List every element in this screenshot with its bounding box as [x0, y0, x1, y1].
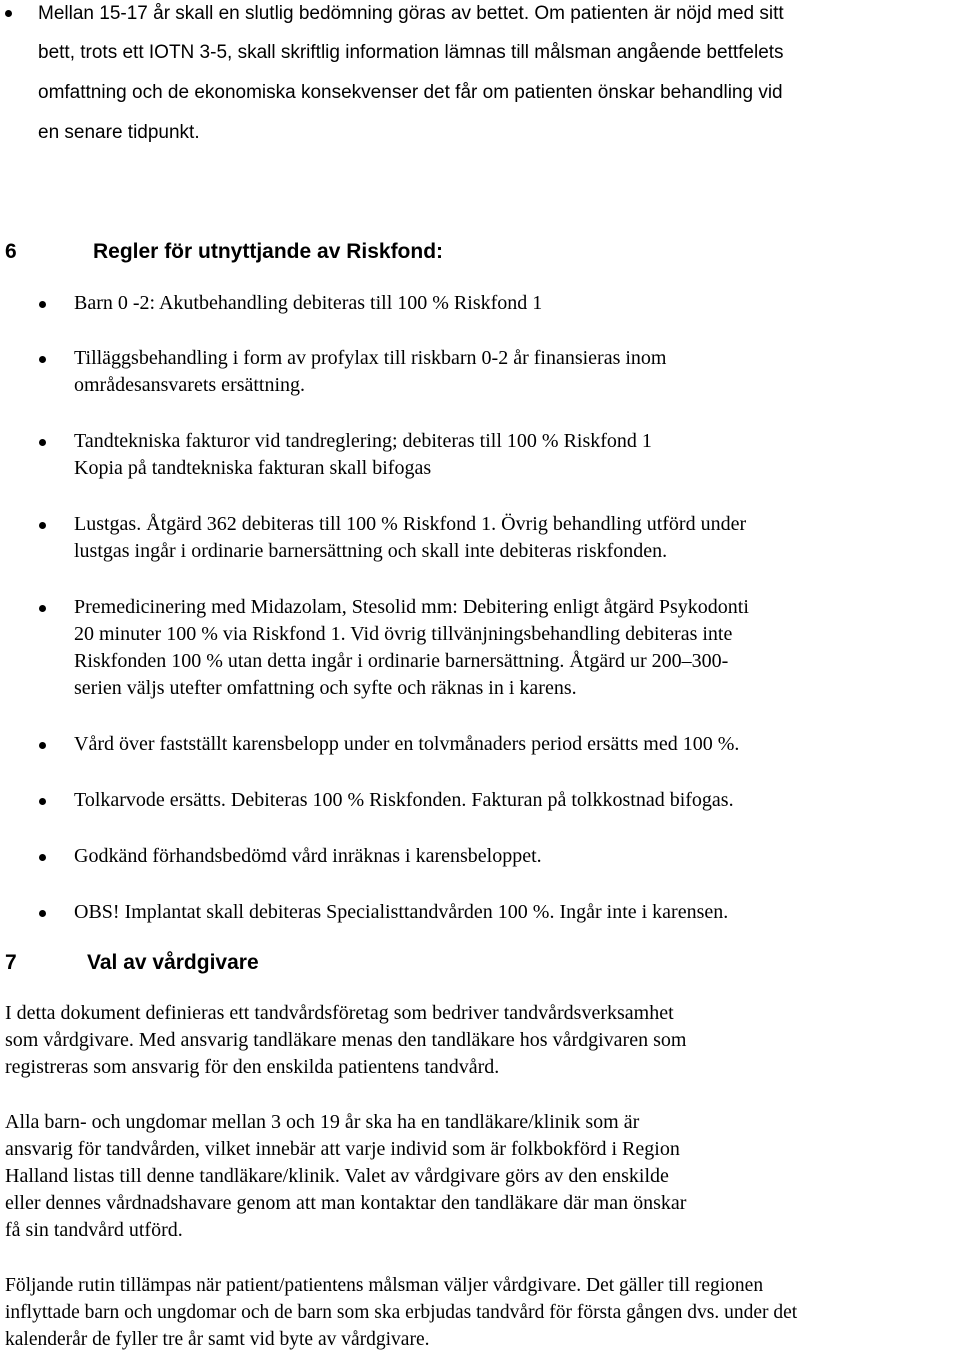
text-line: registreras som ansvarig för den enskilda patientens tandvård. [5, 1056, 500, 1078]
section-number: 7 [5, 951, 17, 974]
text-line: Vård över fastställt karensbelopp under en tolvmånaders period ersätts med 100 %. [74, 733, 740, 755]
text-line: ansvarig för tandvården, vilket innebär att varje individ som är folkbokförd i Region [5, 1138, 680, 1160]
section-number: 6 [5, 240, 17, 263]
text-line: Godkänd förhandsbedömd vård inräknas i karensbeloppet. [74, 845, 542, 867]
bullet-icon [39, 854, 46, 861]
text-line: Tandtekniska fakturor vid tandreglering; debiteras till 100 % Riskfond 1 [74, 430, 652, 452]
bullet-icon [39, 439, 46, 446]
text-line: omfattning och de ekonomiska konsekvenser det får om patienten önskar behandling vid [38, 82, 783, 103]
text-line: Halland listas till denne tandläkare/klinik. Valet av vårdgivare görs av den enskilde [5, 1165, 669, 1187]
text-line: serien väljs utefter omfattning och syfte och räknas in i karens. [74, 677, 577, 699]
intro-text [38, 0, 784, 143]
text-line: en senare tidpunkt. [38, 122, 200, 143]
bullet-icon [5, 10, 12, 17]
list-item [74, 511, 746, 565]
section-title: Val av vårdgivare [87, 951, 259, 974]
section-title: Regler för utnyttjande av Riskfond: [93, 240, 444, 263]
text-line: lustgas ingår i ordinarie barnersättning och skall inte debiteras riskfonden. [74, 540, 668, 562]
list-item [74, 345, 666, 399]
text-line: bett, trots ett IOTN 3-5, skall skriftlig information lämnas till målsman angående bettfelets [38, 42, 784, 63]
text-line: OBS! Implantat skall debiteras Specialisttandvården 100 %. Ingår inte i karensen. [74, 901, 729, 923]
list-item [74, 787, 734, 814]
text-line: områdesansvarets ersättning. [74, 374, 306, 396]
text-line: kalenderår de fyller tre år samt vid byte av vårdgivare. [5, 1329, 430, 1350]
bullet-icon [39, 742, 46, 749]
bullet-icon [39, 605, 46, 612]
text-line: Följande rutin tillämpas när patient/patientens målsman väljer vårdgivare. Det gäller till regionen [5, 1275, 764, 1296]
text-line: Premedicinering med Midazolam, Stesolid mm: Debitering enligt åtgärd Psykodonti [74, 596, 749, 618]
list-item [74, 428, 652, 482]
text-line: Alla barn- och ungdomar mellan 3 och 19 år ska ha en tandläkare/klinik som är [5, 1111, 640, 1133]
text-line: Tilläggsbehandling i form av profylax till riskbarn 0-2 år finansieras inom [74, 347, 667, 369]
list-item [74, 731, 739, 758]
bullet-icon [39, 910, 46, 917]
list-item [74, 594, 749, 702]
text-line: som vårdgivare. Med ansvarig tandläkare menas den tandläkare hos vårdgivaren som [5, 1029, 687, 1051]
text-line: inflyttade barn och ungdomar och de barn som ska erbjudas tandvård för första gången dvs. under det [5, 1302, 798, 1323]
text-line: Kopia på tandtekniska fakturan skall bifogas [74, 457, 432, 479]
text-line: I detta dokument definieras ett tandvårdsföretag som bedriver tandvårdsverksamhet [5, 1002, 674, 1024]
bullet-icon [39, 522, 46, 529]
bullet-icon [39, 301, 46, 308]
text-line: Lustgas. Åtgärd 362 debiteras till 100 % Riskfond 1. Övrig behandling utförd under [74, 513, 747, 535]
list-item [74, 843, 542, 870]
text-line: eller dennes vårdnadshavare genom att man kontaktar den tandläkare där man önskar [5, 1192, 687, 1214]
paragraph [5, 1000, 686, 1081]
text-line: få sin tandvård utförd. [5, 1219, 183, 1241]
text-line: Riskfonden 100 % utan detta ingår i ordinarie barnersättning. Åtgärd ur 200–300- [74, 650, 729, 672]
bullet-icon [39, 798, 46, 805]
list-item [74, 290, 542, 317]
text-line: 20 minuter 100 % via Riskfond 1. Vid övrig tillvänjningsbehandling debiteras inte [74, 623, 733, 645]
bullet-icon [39, 356, 46, 363]
text-line: Mellan 15-17 år skall en slutlig bedömning göras av bettet. Om patienten är nöjd med sitt [38, 3, 784, 24]
paragraph [5, 1272, 797, 1353]
text-line: Tolkarvode ersätts. Debiteras 100 % Riskfonden. Fakturan på tolkkostnad bifogas. [74, 789, 734, 811]
list-item [74, 899, 728, 926]
paragraph [5, 1109, 686, 1244]
text-line: Barn 0 -2: Akutbehandling debiteras till 100 % Riskfond 1 [74, 292, 543, 314]
